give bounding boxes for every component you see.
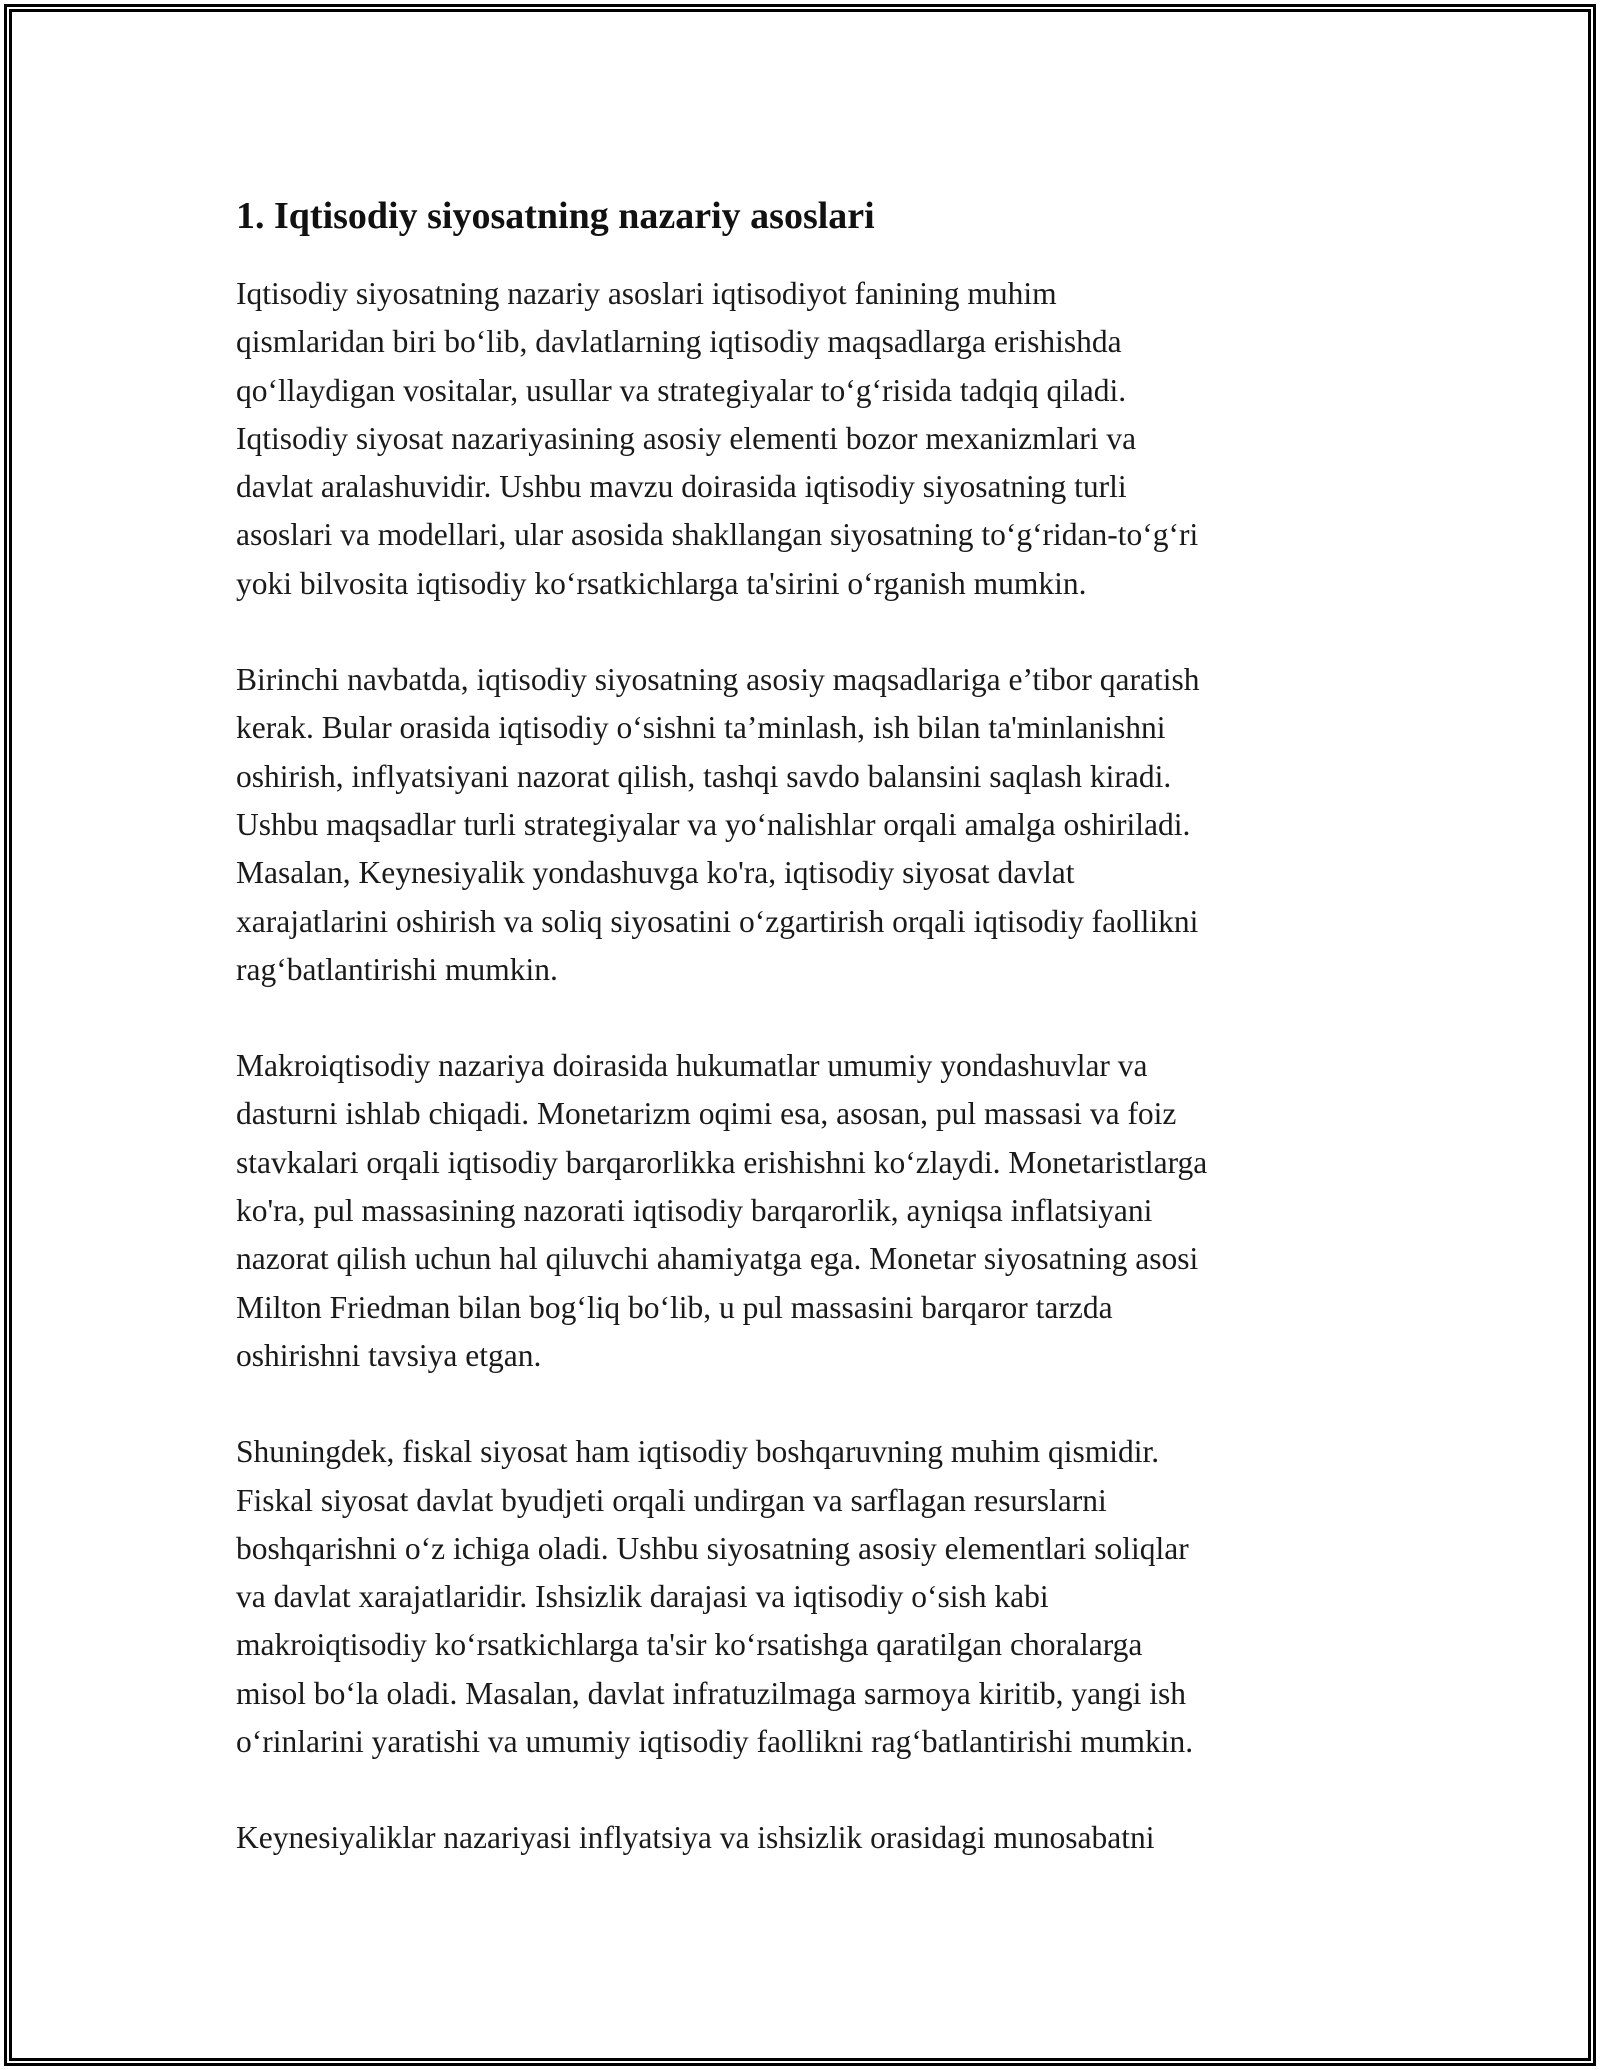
text-line: asoslari va modellari, ular asosida shakllangan siyosatning to‘g‘ridan-to‘g‘ri — [236, 517, 1199, 553]
text-line: nazorat qilish uchun hal qiluvchi ahamiyatga ega. Monetar siyosatning asosi — [236, 1241, 1199, 1277]
text-line: qo‘llaydigan vositalar, usullar va strategiyalar to‘g‘risida tadqiq qiladi. — [236, 372, 1127, 408]
text-line: ko'ra, pul massasining nazorati iqtisodiy barqarorlik, ayniqsa inflatsiyani — [236, 1193, 1153, 1229]
paragraph — [236, 1814, 1376, 1862]
text-line: o‘rinlarini yaratishi va umumiy iqtisodiy faollikni rag‘batlantirishi mumkin. — [236, 1724, 1194, 1760]
text-line: Birinchi navbatda, iqtisodiy siyosatning asosiy maqsadlariga e’tibor qaratish — [236, 662, 1200, 698]
text-line: yoki bilvosita iqtisodiy ko‘rsatkichlarga ta'sirini o‘rganish mumkin. — [236, 565, 1087, 601]
document-body — [236, 186, 1376, 1911]
text-line: misol bo‘la oladi. Masalan, davlat infratuzilmaga sarmoya kiritib, yangi ish — [236, 1675, 1187, 1711]
section-heading: 1. Iqtisodiy siyosatning nazariy asoslari — [236, 195, 875, 237]
text-line: boshqarishni o‘z ichiga oladi. Ushbu siyosatning asosiy elementlari soliqlar — [236, 1530, 1189, 1566]
text-line: oshirishni tavsiya etgan. — [236, 1337, 542, 1373]
text-line: xarajatlarini oshirish va soliq siyosatini o‘zgartirish orqali iqtisodiy faollikni — [236, 903, 1199, 939]
paragraph — [236, 1042, 1376, 1380]
text-line: Shuningdek, fiskal siyosat ham iqtisodiy boshqaruvning muhim qismidir. — [236, 1434, 1160, 1470]
paragraph — [236, 656, 1376, 994]
text-line: Milton Friedman bilan bog‘liq bo‘lib, u pul massasini barqaror tarzda — [236, 1289, 1113, 1325]
text-line: Iqtisodiy siyosat nazariyasining asosiy elementi bozor mexanizmlari va — [236, 420, 1137, 456]
text-line: Keynesiyaliklar nazariyasi inflyatsiya va ishsizlik orasidagi munosabatni — [236, 1820, 1155, 1856]
text-line: Fiskal siyosat davlat byudjeti orqali undirgan va sarflagan resurslarni — [236, 1482, 1107, 1518]
text-line: Masalan, Keynesiyalik yondashuvga ko'ra, iqtisodiy siyosat davlat — [236, 855, 1075, 891]
paragraph — [236, 1428, 1376, 1766]
text-line: makroiqtisodiy ko‘rsatkichlarga ta'sir ko‘rsatishga qaratilgan choralarga — [236, 1627, 1143, 1663]
text-line: va davlat xarajatlaridir. Ishsizlik darajasi va iqtisodiy o‘sish kabi — [236, 1579, 1049, 1615]
text-line: stavkalari orqali iqtisodiy barqarorlikka erishishni ko‘zlaydi. Monetaristlarga — [236, 1144, 1208, 1180]
text-line: oshirish, inflyatsiyani nazorat qilish, tashqi savdo balansini saqlash kiradi. — [236, 758, 1172, 794]
paragraphs-container — [236, 270, 1376, 1863]
text-line: Makroiqtisodiy nazariya doirasida hukumatlar umumiy yondashuvlar va — [236, 1048, 1148, 1084]
text-line: rag‘batlantirishi mumkin. — [236, 951, 558, 987]
text-line: kerak. Bular orasida iqtisodiy o‘sishni ta’minlash, ish bilan ta'minlanishni — [236, 710, 1166, 746]
text-line: davlat aralashuvidir. Ushbu mavzu doirasida iqtisodiy siyosatning turli — [236, 469, 1127, 505]
text-line: qismlaridan biri bo‘lib, davlatlarning iqtisodiy maqsadlarga erishishda — [236, 324, 1122, 360]
text-line: Ushbu maqsadlar turli strategiyalar va yo‘nalishlar orqali amalga oshiriladi. — [236, 806, 1191, 842]
paragraph — [236, 270, 1376, 608]
text-line: Iqtisodiy siyosatning nazariy asoslari iqtisodiyot fanining muhim — [236, 276, 1057, 311]
text-line: dasturni ishlab chiqadi. Monetarizm oqimi esa, asosan, pul massasi va foiz — [236, 1096, 1177, 1132]
